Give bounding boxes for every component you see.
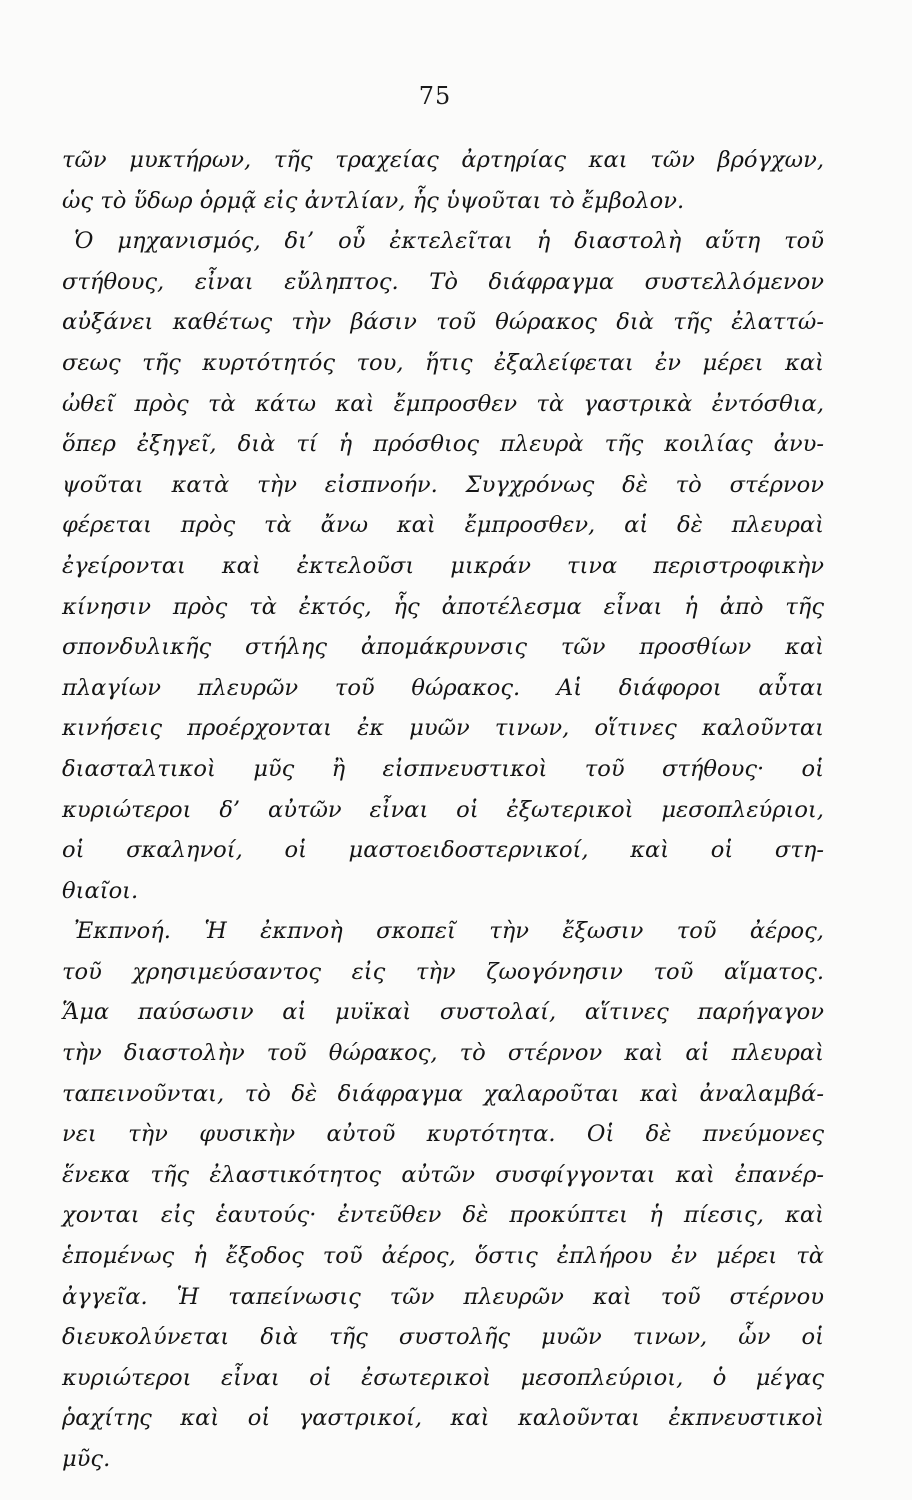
text-line: ἐγείρονται καὶ ἐκτελοῦσι μικράν τινα περιστροφικὴν (62, 552, 824, 579)
text-line: αὐξάνει καθέτως τὴν βάσιν τοῦ θώρακος διὰ τῆς ἐλαττώ- (62, 309, 824, 336)
text-line: ἕνεκα τῆς ἐλαστικότητος αὐτῶν συσφίγγονται καὶ ἐπανέρ- (62, 1161, 824, 1188)
text-line: τῶν μυκτήρων, τῆς τραχείας ἀρτηρίας και τῶν βρόγχων, (62, 147, 824, 173)
text-line: ἑπομένως ἡ ἔξοδος τοῦ ἀέρος, ὅστις ἐπλήρου ἐν μέρει τὰ (62, 1243, 824, 1270)
text-line: στήθους, εἶναι εὔληπτος. Τὸ διάφραγμα συστελλόμενον (62, 268, 824, 295)
text-line: ῥαχίτης καὶ οἱ γαστρικοί, καὶ καλοῦνται ἐκπνευστικοὶ (62, 1405, 824, 1432)
text-line: διασταλτικοὶ μῦς ἢ εἰσπνευστικοὶ τοῦ στήθους· οἱ (62, 755, 824, 782)
text-line: μῦς. (62, 1446, 111, 1472)
text-line: τοῦ χρησιμεύσαντος εἰς τὴν ζωογόνησιν τοῦ αἵματος. (62, 958, 824, 985)
text-line: σεως τῆς κυρτότητός του, ἥτις ἐξαλείφεται ἐν μέρει καὶ (62, 349, 824, 376)
text-line: κίνησιν πρὸς τὰ ἐκτός, ἧς ἀποτέλεσμα εἶναι ἡ ἀπὸ τῆς (62, 593, 824, 620)
text-line: χονται εἰς ἑαυτούς· ἐντεῦθεν δὲ προκύπτει ἡ πίεσις, καὶ (62, 1202, 824, 1229)
text-line: ταπεινοῦνται, τὸ δὲ διάφραγμα χαλαροῦται καὶ ἀναλαμβά- (62, 1080, 824, 1107)
text-line: πλαγίων πλευρῶν τοῦ θώρακος. Αἱ διάφοροι αὗται (62, 674, 824, 701)
text-line: φέρεται πρὸς τὰ ἄνω καὶ ἔμπροσθεν, αἱ δὲ πλευραὶ (62, 512, 824, 539)
text-line: οἱ σκαληνοί, οἱ μαστοειδοστερνικοί, καὶ οἱ στη- (62, 837, 824, 864)
text-line: διευκολύνεται διὰ τῆς συστολῆς μυῶν τινων, ὧν οἱ (62, 1324, 824, 1351)
text-line: τὴν διαστολὴν τοῦ θώρακος, τὸ στέρνον καὶ αἱ πλευραὶ (62, 1040, 824, 1067)
text-line: κυριώτεροι εἶναι οἱ ἐσωτερικοὶ μεσοπλεύριοι, ὁ μέγας (62, 1364, 824, 1391)
text-line: σπονδυλικῆς στήλης ἀπομάκρυνσις τῶν προσθίων καὶ (62, 634, 824, 661)
text-line: ὠθεῖ πρὸς τὰ κάτω καὶ ἔμπροσθεν τὰ γαστρικὰ ἐντόσθια, (62, 390, 824, 417)
text-line: Ὁ μηχανισμός, δι’ οὗ ἐκτελεῖται ἡ διαστολὴ αὕτη τοῦ (74, 228, 824, 255)
text-line: Ἐκπνοή. Ἡ ἐκπνοὴ σκοπεῖ τὴν ἔξωσιν τοῦ ἀέρος, (74, 918, 824, 945)
text-line: νει τὴν φυσικὴν αὐτοῦ κυρτότητα. Οἱ δὲ πνεύμονες (62, 1121, 824, 1148)
body-text (62, 140, 824, 1480)
text-line: ψοῦται κατὰ τὴν εἰσπνοήν. Συγχρόνως δὲ τὸ στέρνον (62, 471, 824, 498)
text-line: κινήσεις προέρχονται ἐκ μυῶν τινων, οἵτινες καλοῦνται (62, 715, 824, 742)
text-line: Ἅμα παύσωσιν αἱ μυϊκαὶ συστολαί, αἵτινες παρήγαγον (62, 999, 824, 1026)
text-line: θιαῖοι. (62, 877, 139, 904)
text-line: ὡς τὸ ὕδωρ ὁρμᾷ εἰς ἀντλίαν, ἧς ὑψοῦται τὸ ἔμβολον. (62, 187, 685, 214)
text-line: κυριώτεροι δ’ αὐτῶν εἶναι οἱ ἐξωτερικοὶ μεσοπλεύριοι, (62, 796, 824, 823)
text-line: ἀγγεῖα. Ἡ ταπείνωσις τῶν πλευρῶν καὶ τοῦ στέρνου (62, 1283, 824, 1310)
text-line: ὅπερ ἐξηγεῖ, διὰ τί ἡ πρόσθιος πλευρὰ τῆς κοιλίας ἀνυ- (62, 431, 824, 458)
page-number: 75 (418, 82, 452, 110)
